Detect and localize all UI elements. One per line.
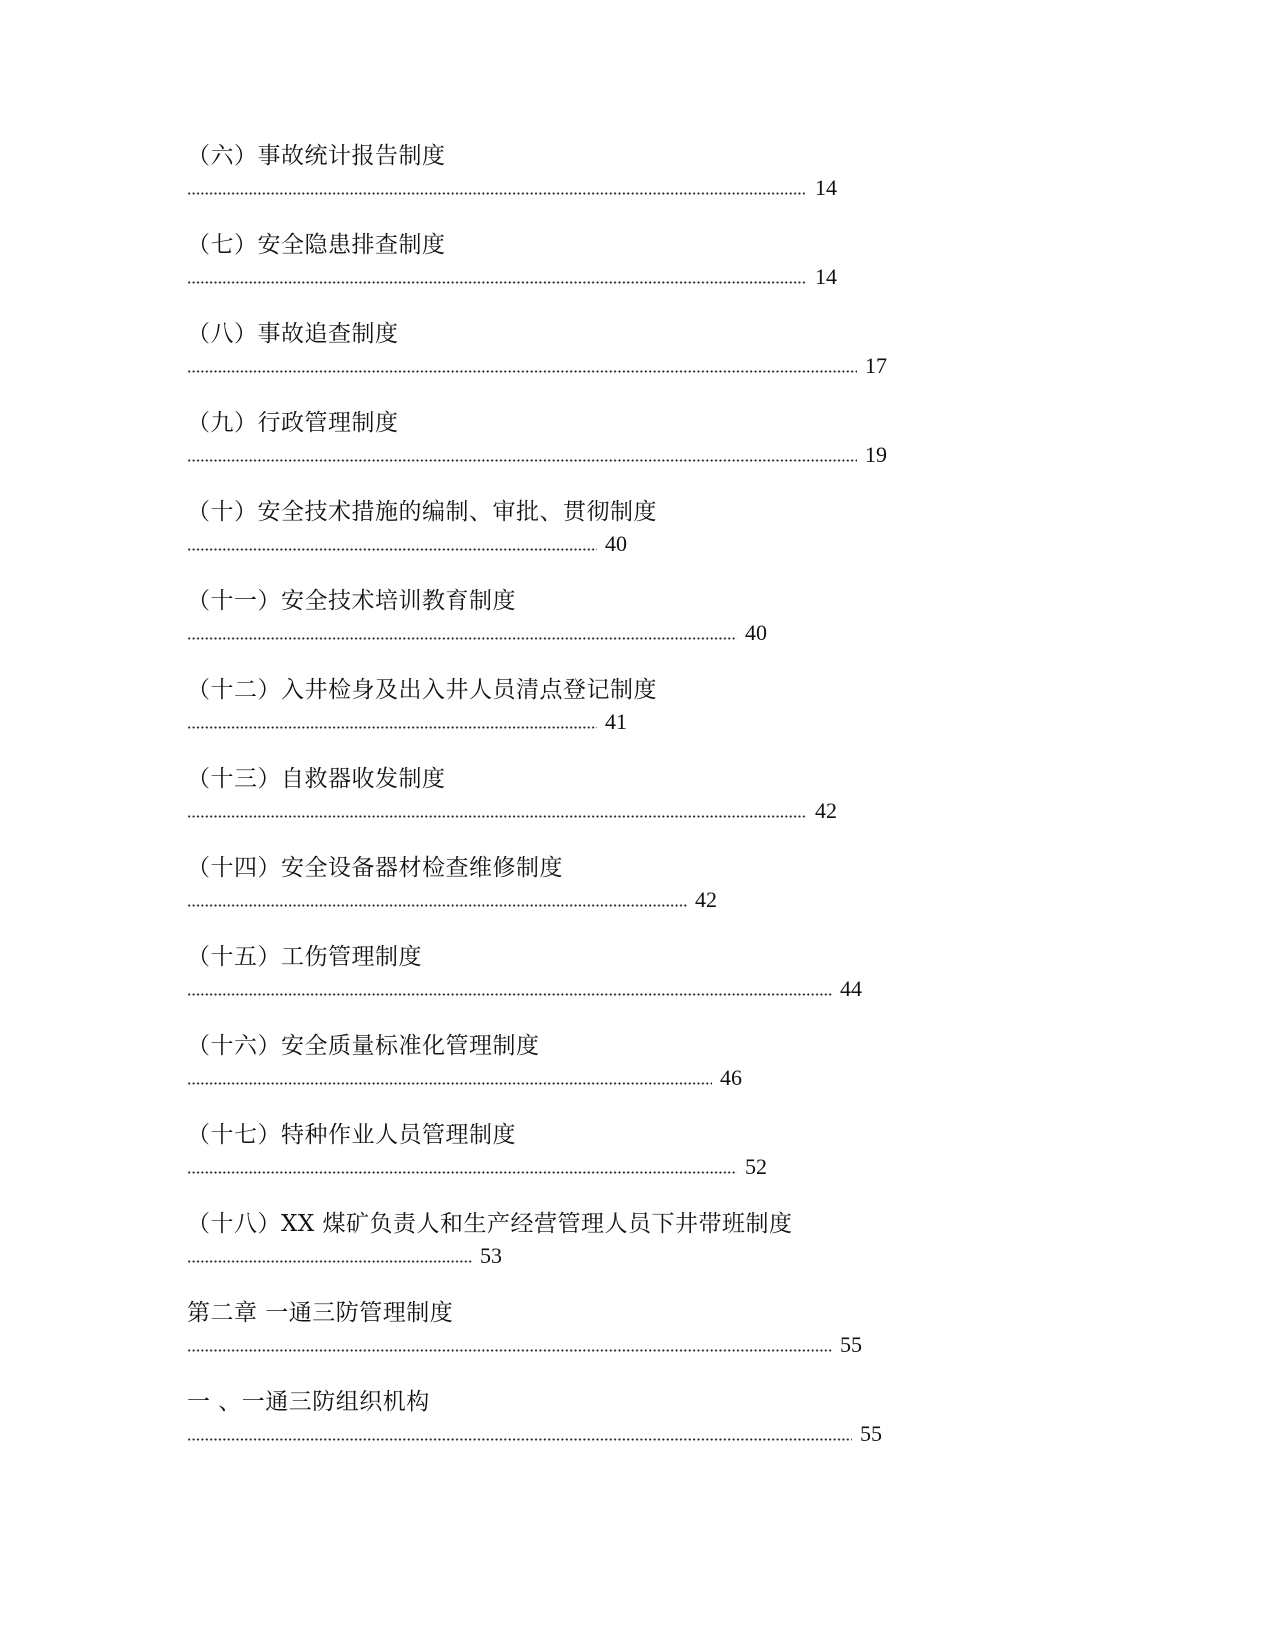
toc-leader-row	[187, 354, 887, 378]
toc-entry-title: （八）事故追查制度	[187, 321, 399, 347]
dot-leader	[187, 1171, 737, 1174]
toc-leader-row	[187, 621, 767, 645]
toc-leader-row	[187, 1155, 767, 1179]
dot-leader	[187, 1082, 712, 1085]
toc-entry[interactable]	[187, 407, 1107, 496]
toc-page-number: 41	[605, 709, 627, 734]
toc-entry[interactable]	[187, 496, 1107, 585]
toc-page-number: 40	[745, 620, 767, 645]
toc-entry-title: （九）行政管理制度	[187, 410, 399, 436]
toc-page-number: 55	[840, 1332, 862, 1357]
toc-leader-row	[187, 532, 627, 556]
toc-page-number: 46	[720, 1065, 742, 1090]
toc-entry[interactable]	[187, 1030, 1107, 1119]
toc-leader-row	[187, 1066, 742, 1090]
toc-page-number: 44	[840, 976, 862, 1001]
toc-entry[interactable]	[187, 1119, 1107, 1208]
toc-entry[interactable]	[187, 1386, 1107, 1475]
toc-entry-title: （十二）入井检身及出入井人员清点登记制度	[187, 677, 657, 703]
toc-entry[interactable]	[187, 1297, 1107, 1386]
toc-leader-row	[187, 888, 717, 912]
toc-entry-title: （十五）工伤管理制度	[187, 944, 422, 970]
toc-entry[interactable]	[187, 674, 1107, 763]
toc-entry[interactable]	[187, 941, 1107, 1030]
toc-page-number: 52	[745, 1154, 767, 1179]
toc-leader-row	[187, 443, 887, 467]
toc-entry[interactable]	[187, 1208, 1107, 1297]
dot-leader	[187, 459, 857, 462]
toc-entry-title: （七）安全隐患排查制度	[187, 232, 446, 258]
dot-leader	[187, 370, 857, 373]
dot-leader	[187, 726, 597, 729]
toc-leader-row	[187, 977, 862, 1001]
dot-leader	[187, 815, 807, 818]
toc-leader-row	[187, 1244, 502, 1268]
dot-leader	[187, 548, 597, 551]
toc-leader-row	[187, 1333, 862, 1357]
toc-entry[interactable]	[187, 229, 1107, 318]
dot-leader	[187, 1349, 832, 1352]
toc-leader-row	[187, 799, 837, 823]
dot-leader	[187, 192, 807, 195]
toc-entry-title: （十六）安全质量标准化管理制度	[187, 1033, 540, 1059]
toc-entry[interactable]	[187, 585, 1107, 674]
toc-entry[interactable]	[187, 140, 1107, 229]
toc-page-number: 42	[815, 798, 837, 823]
dot-leader	[187, 993, 832, 996]
table-of-contents	[187, 140, 1107, 1475]
toc-entry-title: （十四）安全设备器材检查维修制度	[187, 855, 563, 881]
toc-page-number: 14	[815, 264, 837, 289]
toc-entry-title: （十七）特种作业人员管理制度	[187, 1122, 516, 1148]
toc-page-number: 17	[865, 353, 887, 378]
toc-entry[interactable]	[187, 318, 1107, 407]
dot-leader	[187, 281, 807, 284]
dot-leader	[187, 904, 687, 907]
toc-leader-row	[187, 710, 627, 734]
toc-leader-row	[187, 176, 837, 200]
toc-page-number: 14	[815, 175, 837, 200]
dot-leader	[187, 1260, 472, 1263]
toc-leader-row	[187, 265, 837, 289]
dot-leader	[187, 637, 737, 640]
toc-page-number: 42	[695, 887, 717, 912]
toc-entry-title: （六）事故统计报告制度	[187, 143, 446, 169]
toc-leader-row	[187, 1422, 882, 1446]
toc-entry[interactable]	[187, 763, 1107, 852]
toc-entry-title: （十）安全技术措施的编制、审批、贯彻制度	[187, 499, 657, 525]
toc-entry-title: （十一）安全技术培训教育制度	[187, 588, 516, 614]
toc-entry-title: 一 、一通三防组织机构	[187, 1389, 430, 1415]
toc-page-number: 19	[865, 442, 887, 467]
toc-entry[interactable]	[187, 852, 1107, 941]
toc-entry-title: （十八）XX 煤矿负责人和生产经营管理人员下井带班制度	[187, 1211, 793, 1237]
toc-page-number: 40	[605, 531, 627, 556]
toc-entry-title: （十三）自救器收发制度	[187, 766, 446, 792]
toc-page-number: 53	[480, 1243, 502, 1268]
toc-page-number: 55	[860, 1421, 882, 1446]
toc-entry-title: 第二章 一通三防管理制度	[187, 1300, 454, 1326]
dot-leader	[187, 1438, 852, 1441]
